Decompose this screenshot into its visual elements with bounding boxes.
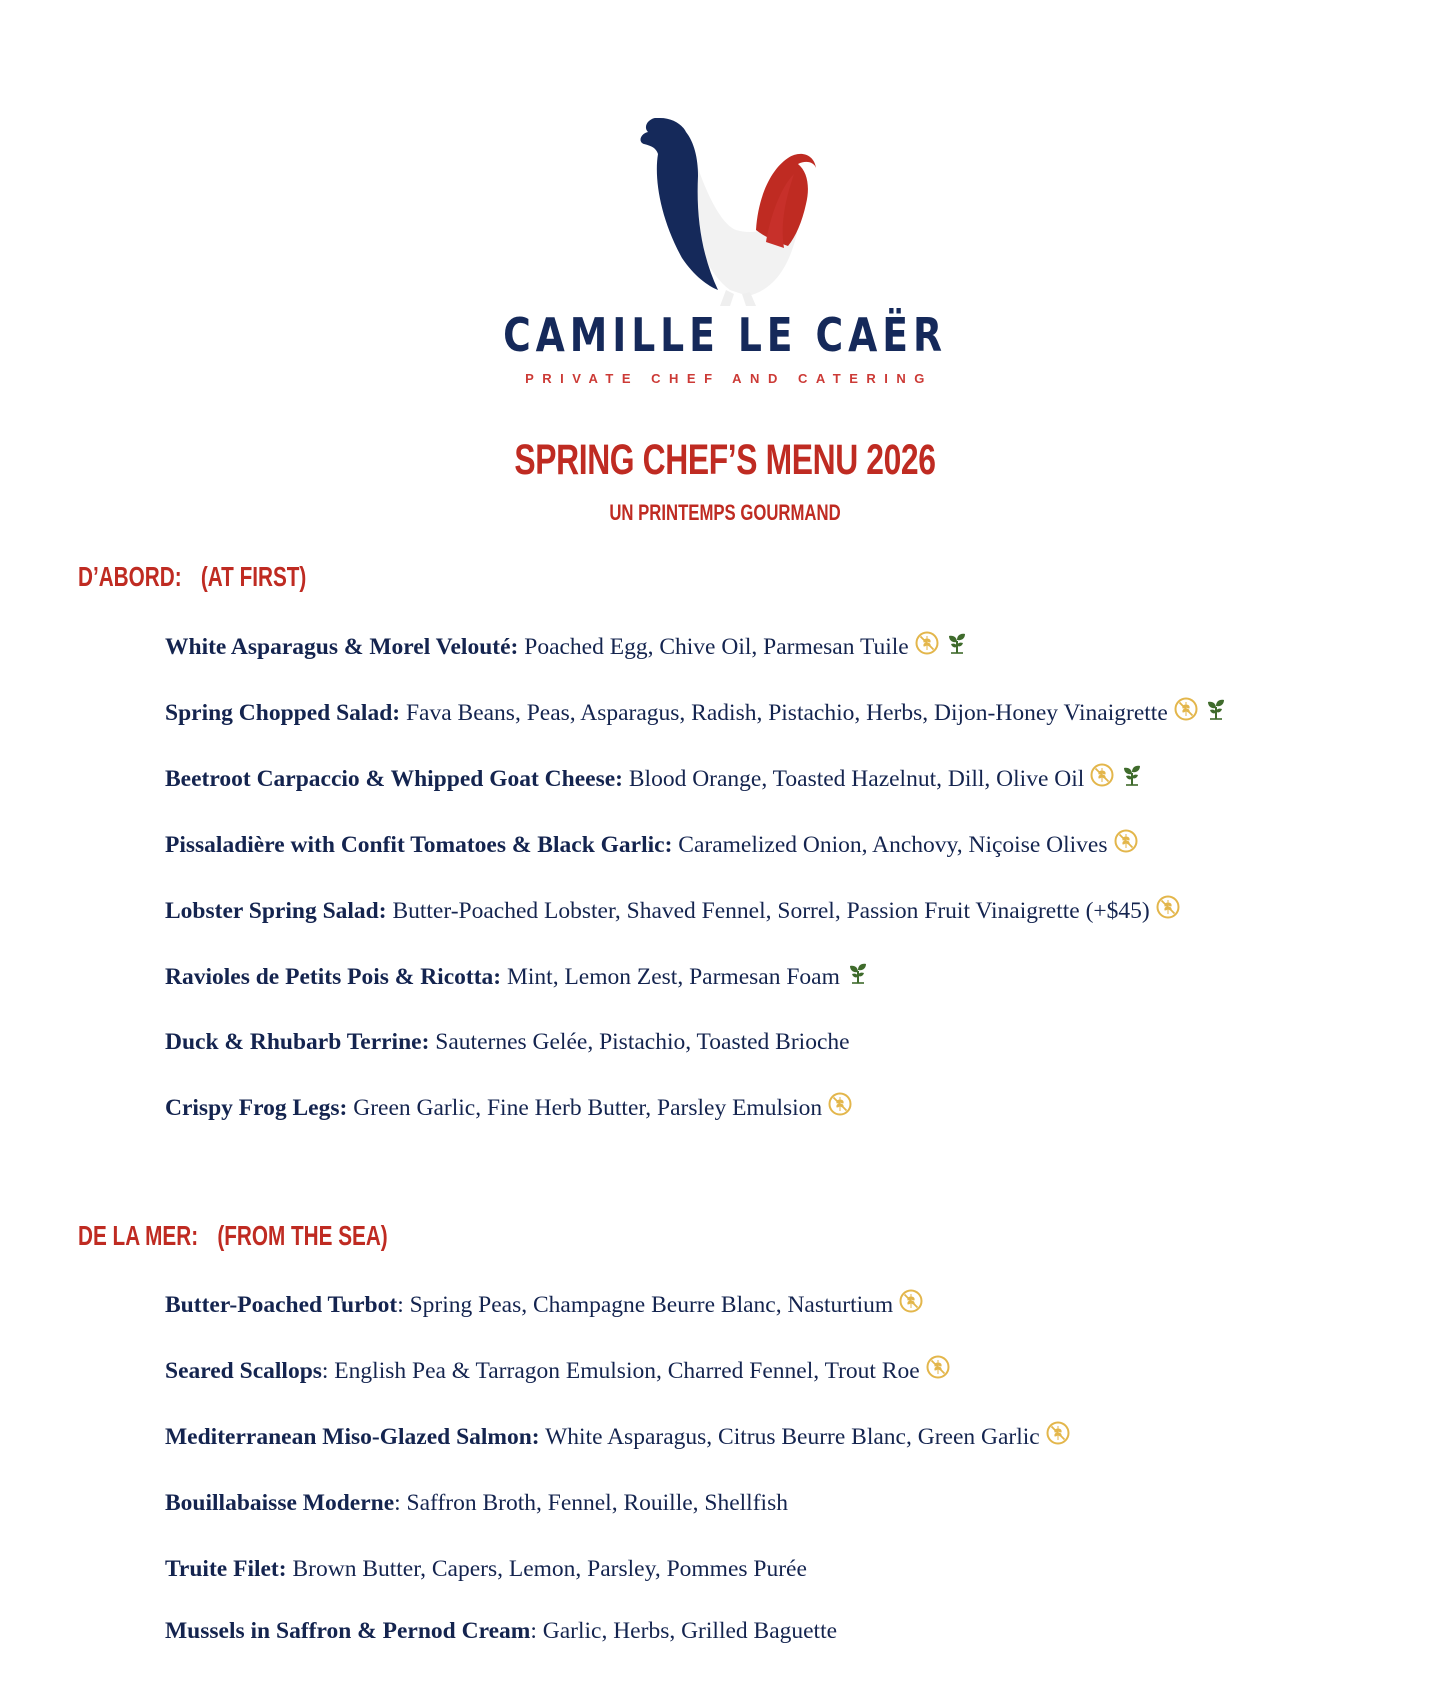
gluten-free-icon — [899, 1289, 923, 1313]
item-name: Crispy Frog Legs: — [165, 1095, 348, 1121]
item-name: Mediterranean Miso-Glazed Salmon: — [165, 1424, 540, 1450]
gluten-free-icon — [1114, 829, 1138, 853]
item-name: Duck & Rhubarb Terrine: — [165, 1029, 430, 1055]
gluten-free-icon — [828, 1092, 852, 1116]
menu-subtitle: UN PRINTEMPS GOURMAND — [609, 500, 841, 525]
menu-title: SPRING CHEF’S MENU 2026 — [514, 436, 936, 484]
item-desc: Fava Beans, Peas, Asparagus, Radish, Pistachio, Herbs, Dijon-Honey Vinaigrette — [400, 700, 1168, 726]
section-title-fr: DE LA MER: — [78, 1220, 199, 1251]
gluten-free-icon — [915, 631, 939, 655]
item-name: Seared Scallops — [165, 1358, 322, 1384]
item-desc: White Asparagus, Citrus Beurre Blanc, Green Garlic — [539, 1424, 1040, 1450]
brand-tagline: PRIVATE CHEF AND CATERING — [525, 371, 933, 386]
section-title-fr: D’ABORD: — [78, 561, 182, 592]
menu-item — [165, 1355, 950, 1387]
item-desc: : Saffron Broth, Fennel, Rouille, Shellfish — [394, 1490, 788, 1516]
menu-item — [165, 1421, 1070, 1453]
section-heading — [78, 1220, 388, 1254]
vegetarian-icon — [1120, 763, 1144, 787]
menu-item — [165, 961, 870, 993]
item-name: Lobster Spring Salad: — [165, 898, 387, 924]
menu-item — [165, 763, 1144, 795]
menu-item — [165, 1487, 788, 1519]
item-desc: Butter-Poached Lobster, Shaved Fennel, Sorrel, Passion Fruit Vinaigrette (+$45) — [386, 898, 1150, 924]
menu-item — [165, 1289, 923, 1321]
item-desc: Green Garlic, Fine Herb Butter, Parsley Emulsion — [347, 1095, 823, 1121]
item-desc: : Garlic, Herbs, Grilled Baguette — [530, 1618, 838, 1644]
gluten-free-icon — [1174, 697, 1198, 721]
item-name: Truite Filet: — [165, 1556, 287, 1582]
item-desc: : English Pea & Tarragon Emulsion, Charred Fennel, Trout Roe — [321, 1358, 920, 1384]
item-name: Bouillabaisse Moderne — [165, 1490, 395, 1516]
brand-name: CAMILLE LE CAËR — [503, 308, 947, 362]
vegetarian-icon — [945, 631, 969, 655]
menu-item — [165, 1615, 837, 1647]
item-desc: : Spring Peas, Champagne Beurre Blanc, Nasturtium — [397, 1292, 894, 1318]
item-name: Butter-Poached Turbot — [165, 1292, 398, 1318]
menu-item — [165, 1092, 852, 1124]
item-name: White Asparagus & Morel Velouté: — [165, 634, 519, 660]
item-desc: Brown Butter, Capers, Lemon, Parsley, Pommes Purée — [286, 1556, 807, 1582]
item-name: Beetroot Carpaccio & Whipped Goat Cheese: — [165, 766, 623, 792]
item-desc: Mint, Lemon Zest, Parmesan Foam — [501, 964, 840, 990]
menu-item — [165, 631, 969, 663]
item-name: Spring Chopped Salad: — [165, 700, 401, 726]
vegetarian-icon — [1204, 697, 1228, 721]
item-name: Ravioles de Petits Pois & Ricotta: — [165, 964, 502, 990]
item-name: Pissaladière with Confit Tomatoes & Black Garlic: — [165, 832, 673, 858]
menu-item — [165, 829, 1138, 861]
menu-item — [165, 1026, 850, 1058]
item-desc: Poached Egg, Chive Oil, Parmesan Tuile — [518, 634, 909, 660]
item-name: Mussels in Saffron & Pernod Cream — [165, 1618, 531, 1644]
item-desc: Sauternes Gelée, Pistachio, Toasted Brioche — [429, 1029, 850, 1055]
gluten-free-icon — [926, 1355, 950, 1379]
rooster-icon — [638, 118, 818, 308]
section-title-en: (AT FIRST) — [200, 561, 307, 592]
section-title-en: (FROM THE SEA) — [217, 1220, 388, 1251]
item-desc: Caramelized Onion, Anchovy, Niçoise Olives — [672, 832, 1108, 858]
vegetarian-icon — [846, 961, 870, 985]
gluten-free-icon — [1046, 1421, 1070, 1445]
menu-item — [165, 697, 1228, 729]
item-desc: Blood Orange, Toasted Hazelnut, Dill, Olive Oil — [622, 766, 1085, 792]
menu-item — [165, 1553, 807, 1585]
menu-item — [165, 895, 1180, 927]
section-heading — [78, 561, 306, 595]
gluten-free-icon — [1156, 895, 1180, 919]
gluten-free-icon — [1090, 763, 1114, 787]
